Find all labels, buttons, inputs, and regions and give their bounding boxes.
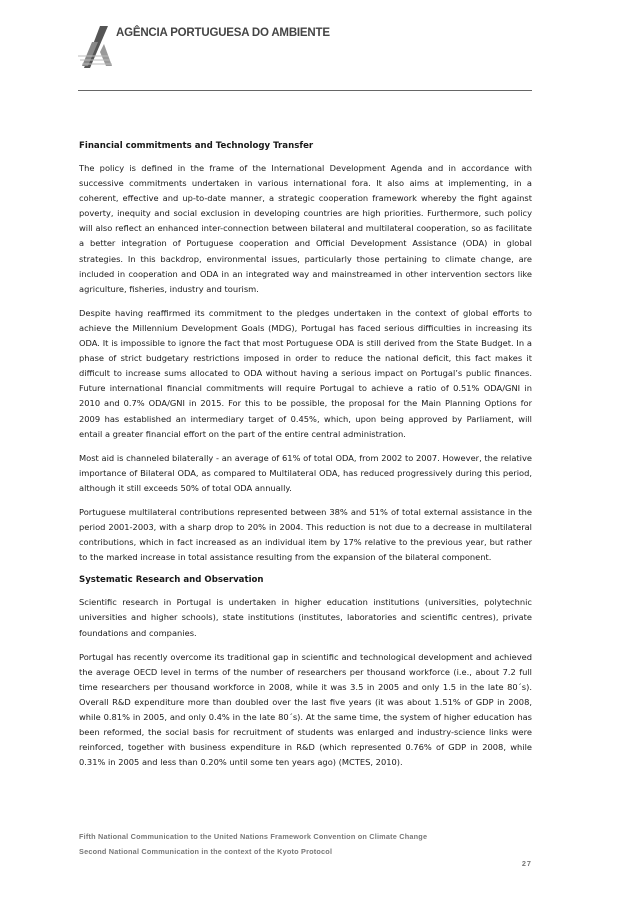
section-heading-research: Systematic Research and Observation [79,575,264,586]
agency-logo [78,22,330,72]
footer-line-1: Fifth National Communication to the United Nations Framework Convention on Climate Change [79,832,428,841]
paragraph: Most aid is channeled bilaterally - an average of 61% of total ODA, from 2002 to 2007. However, the relative importance of Bilateral ODA, as compared to Multilateral ODA, has reduced progressively during this period, although it still exceeds 50% of total ODA annually. [79,452,532,493]
agency-mark-icon [78,22,118,70]
paragraph: The policy is defined in the frame of the International Development Agenda and in accordance with successive commitments undertaken in various international fora. It also aims at implementing, in a coherent, effective and up-to-date manner, a strategic cooperation framework whereby the fight against poverty, inequity and social exclusion in developing countries are high priorities. Furthermore, such policy will also reflect an enhanced inter-connection between bilateral and multilateral cooperation, so as facilitate a better integration of Portuguese cooperation and Official Development Assistance (ODA) in global strategies. In this backdrop, environmental issues, particularly those pertaining to climate change, are included in cooperation and ODA in an integrated way and mainstreamed in other intervention sectors like agriculture, fisheries, industry and tourism. [79,163,532,294]
footer-line-2: Second National Communication in the context of the Kyoto Protocol [79,847,333,856]
page-footer [79,829,532,859]
paragraph: Despite having reaffirmed its commitment to the pledges undertaken in the context of global efforts to achieve the Millennium Development Goals (MDG), Portugal has faced serious difficulties in increasing its ODA. It is impossible to ignore the fact that most Portuguese ODA is still derived from the State Budget. In a phase of strict budgetary restrictions imposed in order to reduce the national deficit, this fact makes it difficult to increase sums allocated to ODA without having a serious impact on Portugal’s public finances. Future international financial commitments will require Portugal to achieve a ratio of 0.51% ODA/GNI in 2010 and 0.7% ODA/GNI in 2015. For this to be possible, the proposal for the Main Planning Options for 2009 has established an intermediary target of 0.45%, which, upon being approved by Parliament, will entail a greater financial effort on the part of the entire central administration. [79,307,532,439]
agency-name: AGÊNCIA PORTUGUESA DO AMBIENTE [116,27,330,39]
page-number: 27 [521,859,532,868]
section-heading-financial: Financial commitments and Technology Transfer [79,141,314,151]
header-divider [78,90,532,91]
paragraph: Scientific research in Portugal is undertaken in higher education institutions (universities, polytechnic universities and higher schools), state institutions (institutes, laboratories and scientific centres), private foundations and companies. [79,597,532,638]
paragraph: Portugal has recently overcome its traditional gap in scientific and technological development and achieved the average OECD level in terms of the number of researchers per thousand workforce (i.e., about 7.2 full time researchers per thousand workforce in 2008, while it was 3.5 in 2005 and only 1.5 in the late 80´s). Overall R&D expenditure more than doubled over the last five years (it was about 1.51% of GDP in 2008, while 0.81% in 2005, and only 0.4% in the late 80´s). At the same time, the system of higher education has been reformed, the social basis for recruitment of students was enlarged and industry-science links were reinforced, together with business expenditure in R&D (which represented 0.76% of GDP in 2008, while 0.31% in 2005 and less than 0.20% until some ten years ago) (MCTES, 2010). [79,651,532,768]
paragraph: Portuguese multilateral contributions represented between 38% and 51% of total external assistance in the period 2001-2003, with a sharp drop to 20% in 2004. This reduction is not due to a decrease in multilateral contributions, which in fact increased as an individual item by 17% relative to the previous year, but rather to the marked increase in total assistance resulting from the expansion of the bilateral component. [79,506,532,563]
document-body [79,140,532,779]
